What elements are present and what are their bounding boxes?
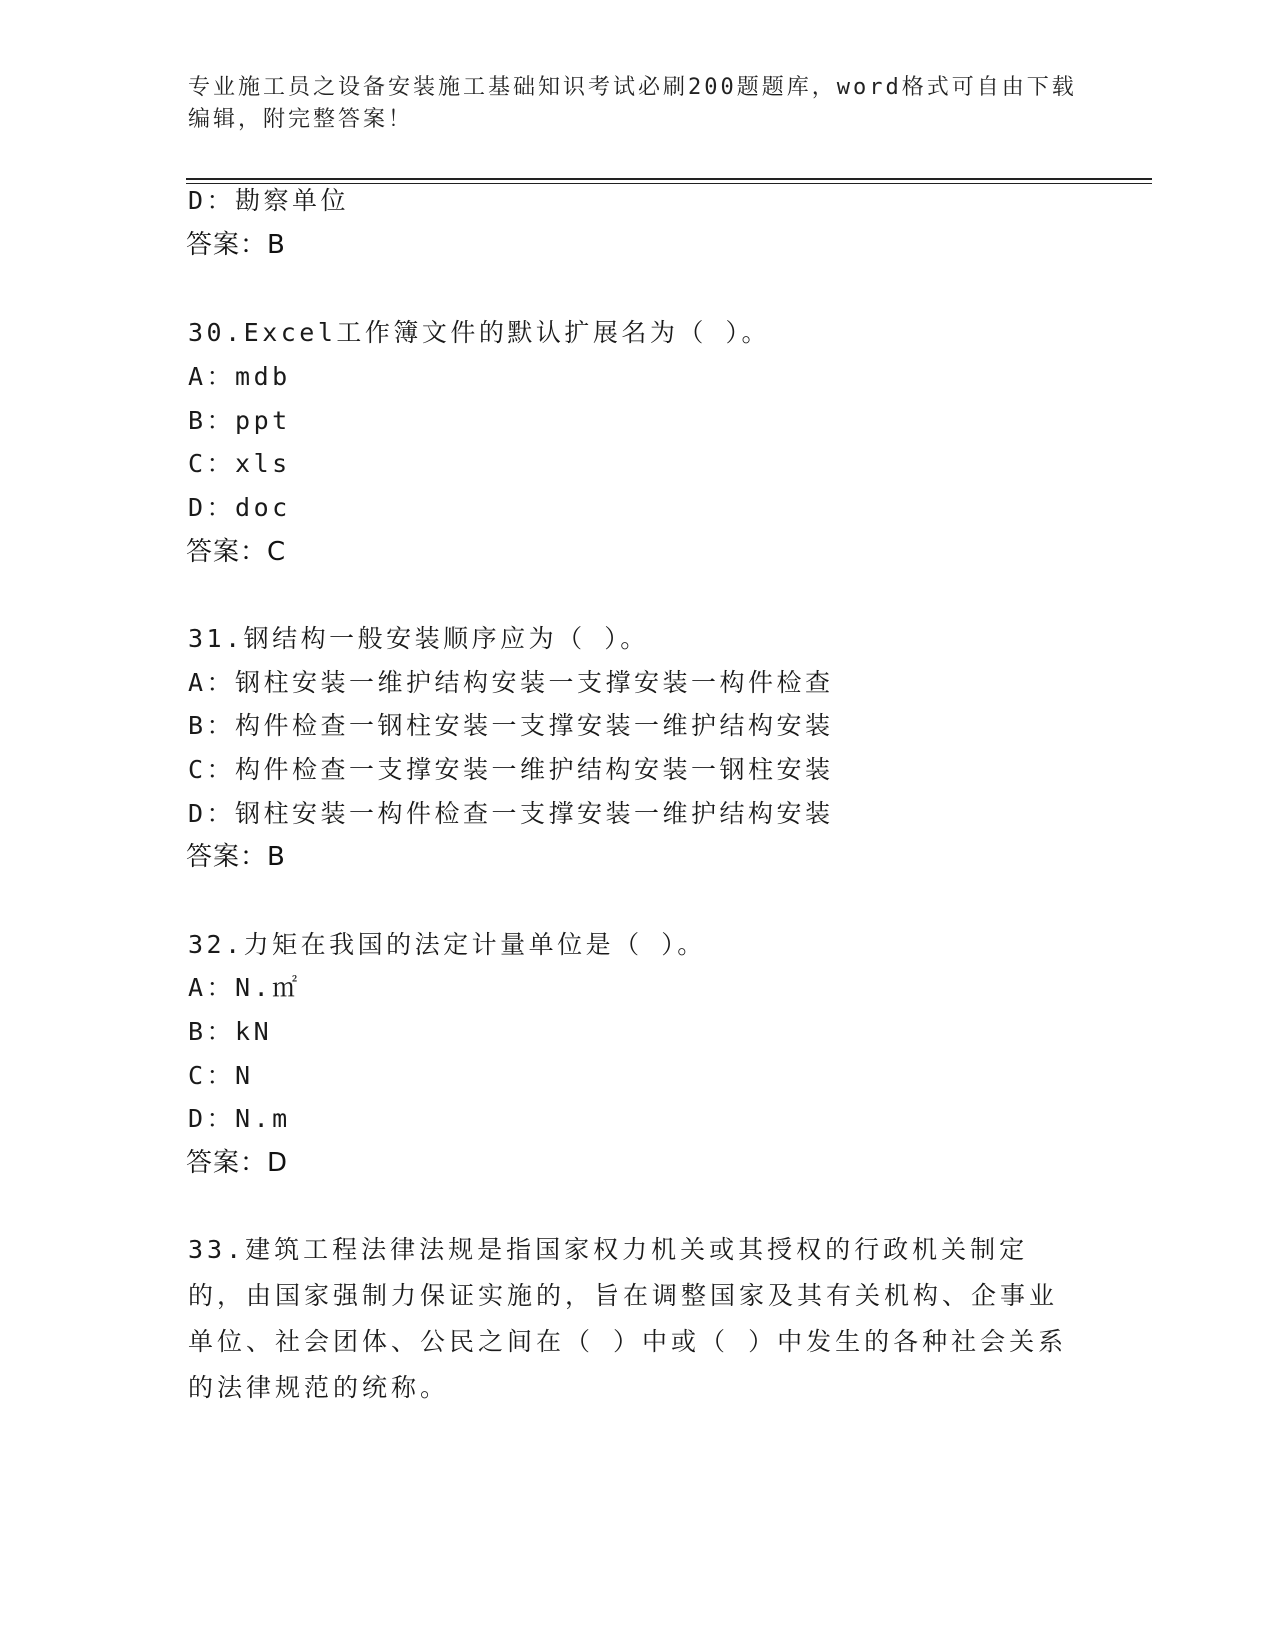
q32-option-d: D：N.m (188, 1104, 291, 1133)
q30-option-b: B：ppt (188, 406, 291, 435)
q29-option-d: D：勘察单位 (188, 186, 350, 215)
q30-option-d: D：doc (188, 493, 291, 522)
q32-question: 32.力矩在我国的法定计量单位是（ ）。 (188, 930, 706, 959)
q30-option-a: A：mdb (188, 362, 291, 391)
q31-question: 31.钢结构一般安装顺序应为（ ）。 (188, 624, 649, 653)
q30-option-c: C：xls (188, 449, 291, 478)
q32-option-a: A：N.㎡ (188, 973, 301, 1002)
q32-answer: 答案：D (186, 1148, 289, 1178)
q31-option-c: C：构件检查一支撑安装一维护结构安装一钢柱安装 (188, 755, 834, 784)
q33-question: 33.建筑工程法律法规是指国家权力机关或其授权的行政机关制定的，由国家强制力保证实施的，旨在调整国家及其有关机构、企事业单位、社会团体、公民之间在（ ）中或（ ）中发生的各种社会关系的法律规范的统称。 (188, 1235, 1068, 1402)
q31-option-b: B：构件检查一钢柱安装一支撑安装一维护结构安装 (188, 711, 834, 740)
q32-option-c: C：N (188, 1061, 254, 1090)
page-header-title: 专业施工员之设备安装施工基础知识考试必刷200题题库，word格式可自由下载编辑，附完整答案！ (188, 75, 1077, 132)
q30-answer: 答案：C (186, 537, 287, 567)
header-divider-thick (186, 178, 1152, 180)
q30-question: 30.Excel工作簿文件的默认扩展名为（ ）。 (188, 318, 770, 347)
q32-option-b: B：kN (188, 1017, 273, 1046)
q31-option-a: A：钢柱安装一维护结构安装一支撑安装一构件检查 (188, 668, 834, 697)
q31-answer: 答案：B (186, 842, 286, 872)
q31-option-d: D：钢柱安装一构件检查一支撑安装一维护结构安装 (188, 799, 834, 828)
q29-answer: 答案：B (186, 230, 286, 260)
